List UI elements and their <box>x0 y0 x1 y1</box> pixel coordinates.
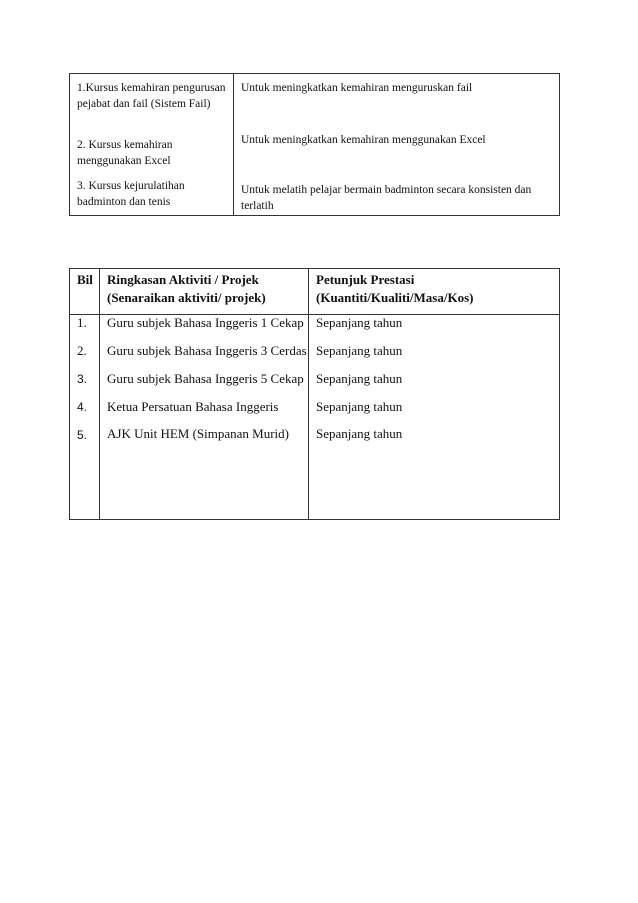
column-divider <box>99 269 100 519</box>
column-divider <box>308 269 309 519</box>
row-number: 3. <box>77 372 88 386</box>
indicator-text: Sepanjang tahun <box>316 371 403 386</box>
course-name-3: 3. Kursus kejurulatihan badminton dan tenis <box>77 180 185 208</box>
courses-table <box>69 73 560 216</box>
header-summary-line1: Ringkasan Aktiviti / Projek <box>107 272 259 287</box>
activity-text: AJK Unit HEM (Simpanan Murid) <box>107 426 289 441</box>
header-summary-line2: (Senaraikan aktiviti/ projek) <box>107 290 266 305</box>
activity-text: Guru subjek Bahasa Inggeris 5 Cekap <box>107 371 304 386</box>
header-indicator <box>316 271 473 307</box>
indicator-text: Sepanjang tahun <box>316 343 403 358</box>
course-purpose-3: Untuk melatih pelajar bermain badminton secara konsisten dan terlatih <box>241 184 532 212</box>
activity-text: Guru subjek Bahasa Inggeris 1 Cekap <box>107 315 304 330</box>
activity-text: Ketua Persatuan Bahasa Inggeris <box>107 399 279 414</box>
header-bil: Bil <box>77 272 93 287</box>
indicator-text: Sepanjang tahun <box>316 426 403 441</box>
course-purpose-1: Untuk meningkatkan kemahiran menguruskan fail <box>241 82 473 94</box>
course-name-2: 2. Kursus kemahiran menggunakan Excel <box>77 139 173 167</box>
activities-table <box>69 268 560 520</box>
activity-text: Guru subjek Bahasa Inggeris 3 Cerdas <box>107 343 307 358</box>
indicator-text: Sepanjang tahun <box>316 399 403 414</box>
header-summary <box>107 271 266 307</box>
course-purpose-2: Untuk meningkatkan kemahiran menggunakan Excel <box>241 134 486 146</box>
header-indicator-line2: (Kuantiti/Kualiti/Masa/Kos) <box>316 290 474 305</box>
row-number: 2. <box>77 343 87 358</box>
indicator-text: Sepanjang tahun <box>316 315 403 330</box>
row-number: 1. <box>77 315 87 330</box>
row-number: 4. <box>77 400 88 414</box>
row-number: 5. <box>77 428 88 442</box>
course-name-1: 1.Kursus kemahiran pengurusan pejabat dan fail (Sistem Fail) <box>77 82 226 110</box>
column-divider <box>233 74 234 215</box>
header-indicator-line1: Petunjuk Prestasi <box>316 272 415 287</box>
